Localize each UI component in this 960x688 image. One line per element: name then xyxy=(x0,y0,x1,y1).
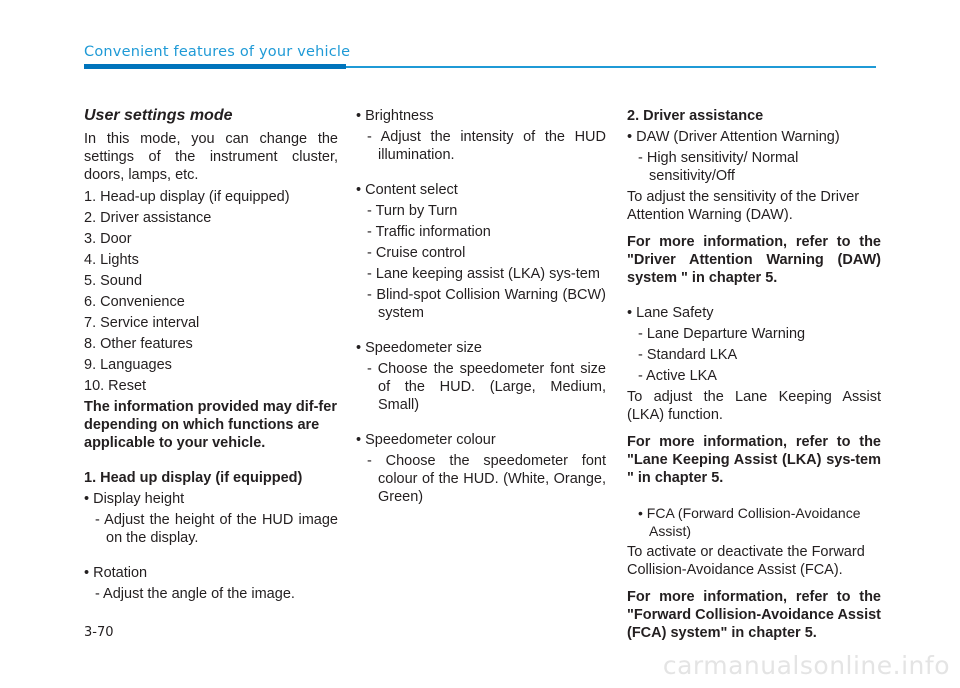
list-item: 10. Reset xyxy=(84,378,147,394)
list-item: 9. Languages xyxy=(84,357,172,373)
bullet-sub-text: - Turn by Turn xyxy=(367,203,458,219)
list-item: 6. Convenience xyxy=(84,294,185,310)
list-item: 3. Door xyxy=(84,231,132,247)
bullet-daw: • DAW (Driver Attention Warning) xyxy=(627,129,840,145)
fca-description: To activate or deactivate the Forward Collision-Avoidance Assist (FCA). xyxy=(627,544,865,578)
header-rule-light xyxy=(346,66,876,68)
availability-note: The information provided may dif-fer depending on which functions are applicable to your vehicle. xyxy=(84,399,337,451)
intro-paragraph: In this mode, you can change the settings of the instrument cluster, doors, lamps, etc. xyxy=(84,131,338,183)
list-item: 2. Driver assistance xyxy=(84,210,212,226)
list-item: 5. Sound xyxy=(84,273,143,289)
bullet-sub-text: - Adjust the height of the HUD image on the display. xyxy=(95,512,338,546)
list-item: 7. Service interval xyxy=(84,315,200,331)
column-right xyxy=(627,107,881,645)
page-number: 3-70 xyxy=(84,625,114,640)
bullet-sub-text: - Blind-spot Collision Warning (BCW) system xyxy=(367,287,606,321)
section-header: Convenient features of your vehicle xyxy=(84,44,351,60)
bullet-fca: • FCA (Forward Collision-Avoidance Assist) xyxy=(638,505,861,539)
lka-description: To adjust the Lane Keeping Assist (LKA) function. xyxy=(627,389,881,423)
bullet-sub-text: - Standard LKA xyxy=(638,347,738,363)
bullet-speedometer-size: • Speedometer size xyxy=(356,340,482,356)
column-left xyxy=(84,107,338,606)
header-rule-dark xyxy=(84,64,346,69)
list-item: 1. Head-up display (if equipped) xyxy=(84,189,290,205)
bullet-lane-safety: • Lane Safety xyxy=(627,305,714,321)
bullet-content-select: • Content select xyxy=(356,182,458,198)
bullet-sub-text: - Lane keeping assist (LKA) sys-tem xyxy=(367,266,600,282)
bullet-sub-text: - Active LKA xyxy=(638,368,717,384)
list-item: 4. Lights xyxy=(84,252,139,268)
bullet-sub-text: - Traffic information xyxy=(367,224,491,240)
user-settings-heading: User settings mode xyxy=(84,107,233,124)
fca-reference: For more information, refer to the "Forward Collision-Avoidance Assist (FCA) system" in chapter 5. xyxy=(627,589,881,641)
lka-reference: For more information, refer to the "Lane Keeping Assist (LKA) sys-tem " in chapter 5. xyxy=(627,434,881,486)
bullet-sub-text: - High sensitivity/ Normal sensitivity/Off xyxy=(638,150,799,184)
bullet-sub-text: - Adjust the angle of the image. xyxy=(95,586,295,602)
bullet-rotation: • Rotation xyxy=(84,565,148,581)
bullet-display-height: • Display height xyxy=(84,491,185,507)
bullet-sub-text: - Adjust the intensity of the HUD illumination. xyxy=(367,129,606,163)
column-middle xyxy=(356,107,606,509)
watermark: carmanualsonline.info xyxy=(662,651,950,680)
daw-reference: For more information, refer to the "Driver Attention Warning (DAW) system " in chapter 5. xyxy=(627,234,881,286)
hud-section-title: 1. Head up display (if equipped) xyxy=(84,470,303,486)
bullet-sub-text: - Choose the speedometer font size of the HUD. (Large, Medium, Small) xyxy=(367,361,606,413)
bullet-sub-text: - Cruise control xyxy=(367,245,466,261)
driver-assistance-title: 2. Driver assistance xyxy=(627,108,764,124)
daw-description: To adjust the sensitivity of the Driver Attention Warning (DAW). xyxy=(627,189,860,223)
bullet-brightness: • Brightness xyxy=(356,108,434,124)
bullet-sub-text: - Lane Departure Warning xyxy=(638,326,806,342)
bullet-speedometer-colour: • Speedometer colour xyxy=(356,432,496,448)
list-item: 8. Other features xyxy=(84,336,193,352)
bullet-sub-text: - Choose the speedometer font colour of the HUD. (White, Orange, Green) xyxy=(367,453,606,505)
